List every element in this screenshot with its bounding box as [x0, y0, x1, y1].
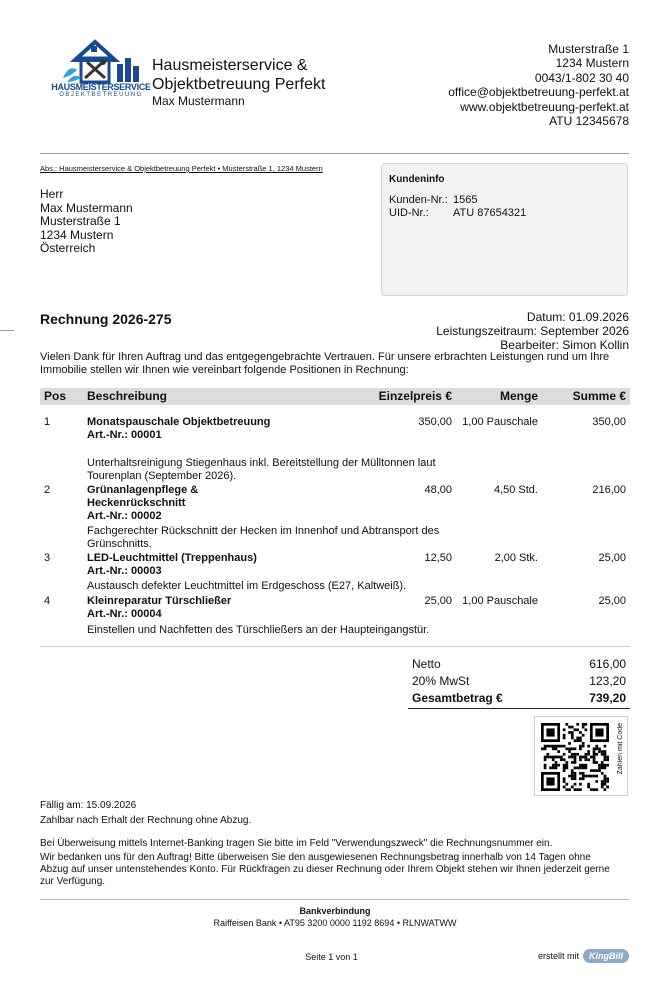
row-unit-price: 350,00: [418, 416, 452, 428]
row-pos: 4: [44, 595, 51, 607]
recipient-address: [40, 188, 133, 256]
row-title: [87, 595, 342, 621]
row-title-text: Kleinreparatur Türschließer: [87, 595, 232, 607]
row-unit-price: 48,00: [424, 484, 452, 496]
header-description: Beschreibung: [87, 389, 168, 403]
company-owner: Max Mustermann: [152, 94, 245, 108]
row-unit-price: 12,50: [424, 552, 452, 564]
logo-text: HAUSMEISTERSERVICE: [51, 82, 151, 92]
made-with: [538, 949, 629, 963]
table-header: [40, 388, 630, 405]
company-logo: [51, 34, 151, 106]
total-label: Gesamtbetrag €: [412, 691, 503, 705]
due-date: Fällig am: 15.09.2026: [40, 800, 137, 811]
company-address2: 1234 Mustern: [555, 56, 629, 71]
thanks-text: Wir bedanken uns für den Auftrag! Bitte überweisen Sie den ausgewiesenen Rechnungsbetrag innerhalb von 14 Tagen ohne Abzug auf unser untenstehendes Konto. Für Rückfragen zu dieser Rechnung oder Ihrem Objekt stehen wir Ihnen jederzeit gerne zur Verfügung.: [40, 852, 610, 887]
vat-label: 20% MwSt: [412, 674, 470, 688]
row-pos: 3: [44, 552, 51, 564]
invoice-meta: [436, 310, 629, 352]
header-sum: Summe €: [572, 389, 626, 403]
bank-account: Raiffeisen Bank • AT95 3200 0000 1192 8694 • RLNWATWW: [213, 918, 457, 928]
customer-number-row: [389, 194, 663, 207]
qr-code-icon: [541, 723, 609, 791]
recipient-country: Österreich: [40, 241, 96, 255]
row-quantity: 4,50 Std.: [493, 484, 538, 496]
row-title-text: Grünanlagenpflege & Heckenrückschnitt: [87, 484, 199, 509]
row-quantity: 2,00 Stk.: [494, 552, 538, 564]
customer-uid-value: ATU 87654321: [453, 206, 527, 219]
recipient-street: Musterstraße 1: [40, 214, 121, 228]
customer-number-value: 1565: [453, 194, 478, 206]
row-note: Austausch defekter Leuchtmittel im Erdgeschoss (E27, Kaltweiß).: [87, 580, 407, 592]
row-title: [87, 552, 342, 578]
row-sum: 350,00: [592, 416, 626, 428]
logo-subtext: OBJEKTBETREUUNG: [59, 92, 143, 98]
net-row: [408, 657, 630, 674]
header-quantity: Menge: [499, 389, 538, 403]
company-phone: 0043/1-802 30 40: [534, 70, 629, 85]
total-row: [408, 691, 630, 709]
company-address1: Musterstraße 1: [548, 42, 629, 56]
header-divider: [40, 153, 629, 154]
kingbill-logo[interactable]: KingBill: [583, 949, 629, 963]
row-sum: 216,00: [592, 484, 626, 496]
row-title: [87, 484, 217, 523]
company-name: [152, 56, 325, 108]
header-unit-price: Einzelpreis €: [378, 389, 452, 403]
row-note: Fachgerechter Rückschnitt der Hecken im Innenhof und Abtransport des Grünschnitts.: [87, 525, 440, 550]
sender-line: Abs.: Hausmeisterservice & Objektbetreuung Perfekt • Musterstraße 1, 1234 Mustern: [40, 164, 323, 173]
fold-mark: [0, 330, 14, 331]
due-info: [40, 798, 251, 828]
bank-heading: Bankverbindung: [299, 906, 371, 916]
row-sum: 25,00: [598, 552, 626, 564]
page-number: Seite 1 von 1: [305, 952, 358, 962]
recipient-name: Max Mustermann: [40, 200, 133, 215]
row-title: [87, 416, 342, 442]
row-title-text: Monatspauschale Objektbetreuung: [87, 416, 271, 428]
row-art-number: Art.-Nr.: 00001: [87, 429, 162, 441]
customer-info-heading: Kundeninfo: [389, 174, 445, 185]
customer-uid-row: [389, 207, 663, 220]
row-note: Unterhaltsreinigung Stiegenhaus inkl. Bereitstellung der Mülltonnen laut Tourenplan (September 2026).: [87, 457, 436, 482]
recipient-salutation: Herr: [40, 187, 64, 201]
company-uid: ATU 12345678: [549, 114, 629, 129]
row-quantity: 1,00 Pauschale: [462, 416, 538, 428]
row-art-number: Art.-Nr.: 00004: [87, 608, 162, 620]
total-value: 739,20: [589, 691, 626, 705]
row-sum: 25,00: [598, 595, 626, 607]
invoice-period: Leistungszeitraum: September 2026: [436, 324, 629, 338]
invoice-intro: Vielen Dank für Ihren Auftrag und das entgegengebrachte Vertrauen. Für unsere erbrachten Leistungen rund um Ihre Immobilie stellen wir Ihnen wie vereinbart folgende Positionen in Rechnung:: [40, 351, 610, 376]
qr-label: Zahlen mit Code: [617, 723, 624, 775]
invoice-date: Datum: 01.09.2026: [526, 310, 629, 324]
customer-info-box: [381, 163, 628, 296]
company-contact: [448, 42, 629, 128]
transfer-note: Bei Überweisung mittels Internet-Banking tragen Sie bitte im Feld "Verwendungszweck" die Rechnungsnummer ein.: [40, 838, 553, 849]
row-title-text: LED-Leuchtmittel (Treppenhaus): [87, 552, 257, 564]
company-name-line1: Hausmeisterservice &: [152, 57, 308, 74]
bank-details: [40, 905, 630, 929]
due-note: Zahlbar nach Erhalt der Rechnung ohne Abzug.: [40, 815, 252, 826]
row-pos: 2: [44, 484, 51, 496]
totals-block: [408, 657, 630, 709]
payment-qr-box[interactable]: [534, 716, 628, 796]
row-note: Einstellen und Nachfetten des Türschließers an der Haupteingangstür.: [87, 624, 430, 636]
footer-divider: [40, 899, 629, 900]
vat-value: 123,20: [589, 674, 626, 688]
vat-row: [408, 674, 630, 691]
recipient-city: 1234 Mustern: [40, 227, 114, 242]
company-email: office@objektbetreuung-perfekt.at: [448, 85, 629, 100]
invoice-editor: Bearbeiter: Simon Kollin: [500, 338, 629, 352]
net-label: Netto: [412, 657, 441, 671]
net-value: 616,00: [589, 657, 626, 671]
row-pos: 1: [44, 416, 51, 428]
row-art-number: Art.-Nr.: 00003: [87, 565, 162, 577]
invoice-title: Rechnung 2026-275: [40, 311, 172, 327]
row-quantity: 1,00 Pauschale: [462, 595, 538, 607]
customer-uid-label: UID-Nr.:: [389, 206, 429, 219]
customer-number-label: Kunden-Nr.:: [389, 194, 448, 206]
company-name-line2: Objektbetreuung Perfekt: [152, 76, 326, 93]
items-divider: [40, 646, 630, 647]
row-unit-price: 25,00: [424, 595, 452, 607]
row-art-number: Art.-Nr.: 00002: [87, 510, 162, 522]
made-with-label: erstellt mit: [537, 951, 579, 961]
company-web: www.objektbetreuung-perfekt.at: [460, 99, 629, 114]
header-pos: Pos: [44, 389, 67, 403]
